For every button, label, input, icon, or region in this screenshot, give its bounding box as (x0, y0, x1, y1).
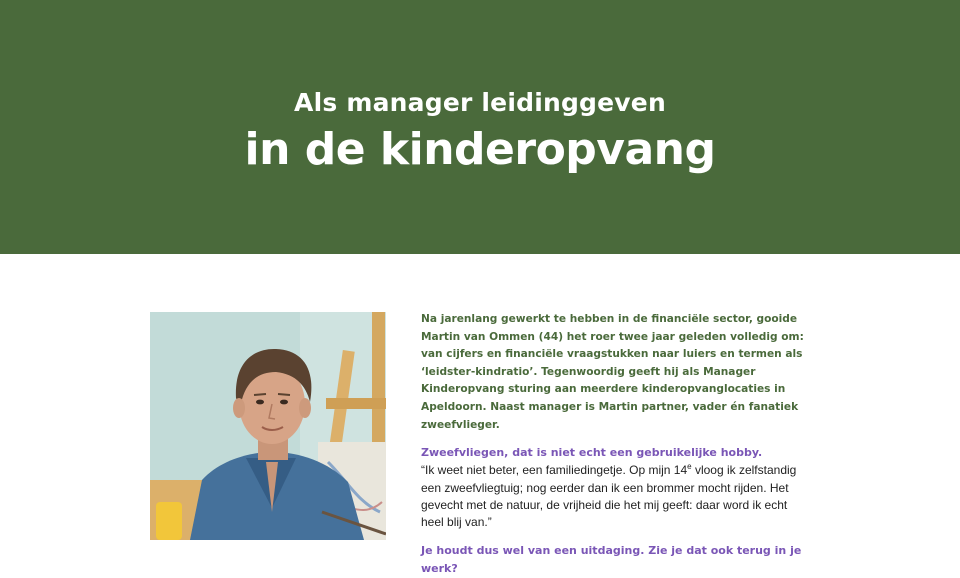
intro-paragraph: Na jarenlang gewerkt te hebben in de financiële sector, gooide Martin van Ommen (44) het roer twee jaar geleden volledig om: van cijfers en financiële vraagstukken naar luiers en termen als ‘leidster-kindratio’. Tegenwoordig geeft hij als Manager Kinderopvang sturing aan meerdere kinderopvanglocaties in Apeldoorn. Naast manager is Martin partner, vader én fanatiek zweefvlieger. (421, 313, 804, 431)
hero-banner (0, 0, 960, 254)
answer-hobby-text-1: “Ik weet niet beter, een familiedingetje. Op mijn 14 (421, 463, 688, 478)
question-challenge: Je houdt dus wel van een uitdaging. Zie je dat ook terug in je werk? (421, 543, 802, 575)
answer-hobby (421, 462, 813, 532)
answer-hobby-text-2: vloog ik zelfstandig een zweefvliegtuig; nog eerder dan ik een brommer mocht rijden. Het gevecht met de natuur, de vrijheid die het mij geeft: daar word ik echt heel blij van.” (421, 463, 797, 530)
question-hobby: Zweefvliegen, dat is niet echt een gebruikelijke hobby. (421, 446, 763, 460)
hero-subtitle: Als manager leidinggeven (294, 88, 666, 117)
portrait-photo (150, 312, 386, 540)
hero-title: in de kinderopvang (244, 124, 716, 175)
article-body (421, 311, 813, 578)
ordinal-suffix: e (687, 462, 692, 472)
